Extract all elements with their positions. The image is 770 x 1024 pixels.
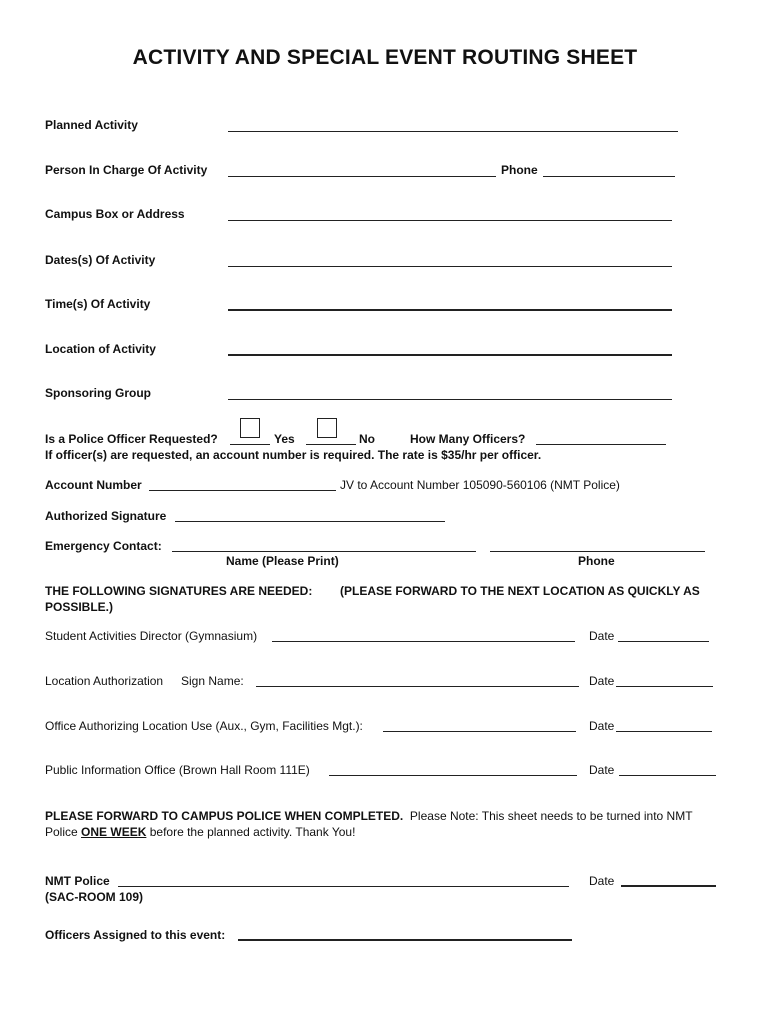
no-label: No xyxy=(359,432,375,446)
sponsoring-group-label: Sponsoring Group xyxy=(45,386,151,400)
signatures-heading: THE FOLLOWING SIGNATURES ARE NEEDED: xyxy=(45,584,313,598)
police-rate-note: If officer(s) are requested, an account number is required. The rate is $35/hr per officer. xyxy=(45,448,542,462)
account-number-label: Account Number xyxy=(45,478,142,492)
office-authorizing-signature-field[interactable] xyxy=(383,731,576,732)
student-activities-date-field[interactable] xyxy=(618,641,709,642)
location-label: Location of Activity xyxy=(45,342,156,356)
person-in-charge-label: Person In Charge Of Activity xyxy=(45,163,208,177)
public-info-date-field[interactable] xyxy=(619,775,716,776)
office-authorizing-date-label: Date xyxy=(589,719,615,733)
forward-instruction-line1: (PLEASE FORWARD TO THE NEXT LOCATION AS QUICKLY AS xyxy=(340,584,700,598)
planned-activity-field[interactable] xyxy=(228,131,678,132)
location-authorization-label: Location Authorization xyxy=(45,674,164,688)
student-activities-label: Student Activities Director (Gymnasium) xyxy=(45,629,258,643)
location-field[interactable] xyxy=(228,354,672,356)
emergency-phone-caption: Phone xyxy=(578,554,615,568)
nmt-police-signature-field[interactable] xyxy=(118,886,569,887)
one-week-emphasis: ONE WEEK xyxy=(81,825,147,839)
how-many-label: How Many Officers? xyxy=(410,432,526,446)
nmt-date-field[interactable] xyxy=(621,885,716,887)
officers-assigned-label: Officers Assigned to this event: xyxy=(45,928,226,942)
forward-note-police: Police xyxy=(45,825,78,839)
public-info-label: Public Information Office (Brown Hall Room 111E) xyxy=(45,763,310,777)
location-authorization-signature-field[interactable] xyxy=(256,686,579,687)
yes-underline xyxy=(230,444,270,445)
how-many-field[interactable] xyxy=(536,444,666,445)
campus-box-label: Campus Box or Address xyxy=(45,207,185,221)
forward-instruction-line2: POSSIBLE.) xyxy=(45,600,114,614)
phone-label: Phone xyxy=(501,163,538,177)
forward-note xyxy=(45,808,735,840)
planned-activity-label: Planned Activity xyxy=(45,118,138,132)
student-activities-date-label: Date xyxy=(589,629,615,643)
police-question-label: Is a Police Officer Requested? xyxy=(45,432,218,446)
yes-label: Yes xyxy=(274,432,295,446)
phone-field[interactable] xyxy=(543,176,675,177)
no-checkbox[interactable] xyxy=(317,418,337,438)
yes-checkbox[interactable] xyxy=(240,418,260,438)
jv-account-text: JV to Account Number 105090-560106 (NMT Police) xyxy=(340,478,620,492)
office-authorizing-label: Office Authorizing Location Use (Aux., Gym, Facilities Mgt.): xyxy=(45,719,363,733)
forward-bold: PLEASE FORWARD TO CAMPUS POLICE WHEN COMPLETED. xyxy=(45,809,404,823)
sign-name-label: Sign Name: xyxy=(181,674,244,688)
emergency-name-field[interactable] xyxy=(172,551,476,552)
public-info-date-label: Date xyxy=(589,763,615,777)
emergency-contact-label: Emergency Contact: xyxy=(45,539,162,553)
emergency-phone-field[interactable] xyxy=(490,551,705,552)
times-label: Time(s) Of Activity xyxy=(45,297,151,311)
public-info-signature-field[interactable] xyxy=(329,775,577,776)
page-title: ACTIVITY AND SPECIAL EVENT ROUTING SHEET xyxy=(132,46,638,69)
campus-box-field[interactable] xyxy=(228,220,672,221)
officers-assigned-field[interactable] xyxy=(238,939,572,941)
nmt-police-label: NMT Police xyxy=(45,874,110,888)
emergency-name-caption: Name (Please Print) xyxy=(226,554,339,568)
times-field[interactable] xyxy=(228,309,672,311)
sac-room-label: (SAC-ROOM 109) xyxy=(45,890,144,904)
forward-note-line2: before the planned activity. Thank You! xyxy=(149,825,356,839)
location-authorization-date-field[interactable] xyxy=(616,686,713,687)
forward-note-line1: Please Note: This sheet needs to be turned into NMT xyxy=(409,809,693,823)
nmt-date-label: Date xyxy=(589,874,615,888)
no-underline xyxy=(306,444,356,445)
student-activities-signature-field[interactable] xyxy=(272,641,575,642)
office-authorizing-date-field[interactable] xyxy=(616,731,712,732)
account-number-field[interactable] xyxy=(149,490,336,491)
location-authorization-date-label: Date xyxy=(589,674,615,688)
person-in-charge-field[interactable] xyxy=(228,176,496,177)
sponsoring-group-field[interactable] xyxy=(228,399,672,400)
dates-field[interactable] xyxy=(228,266,672,267)
dates-label: Dates(s) Of Activity xyxy=(45,253,156,267)
authorized-signature-field[interactable] xyxy=(175,521,445,522)
authorized-signature-label: Authorized Signature xyxy=(45,509,167,523)
